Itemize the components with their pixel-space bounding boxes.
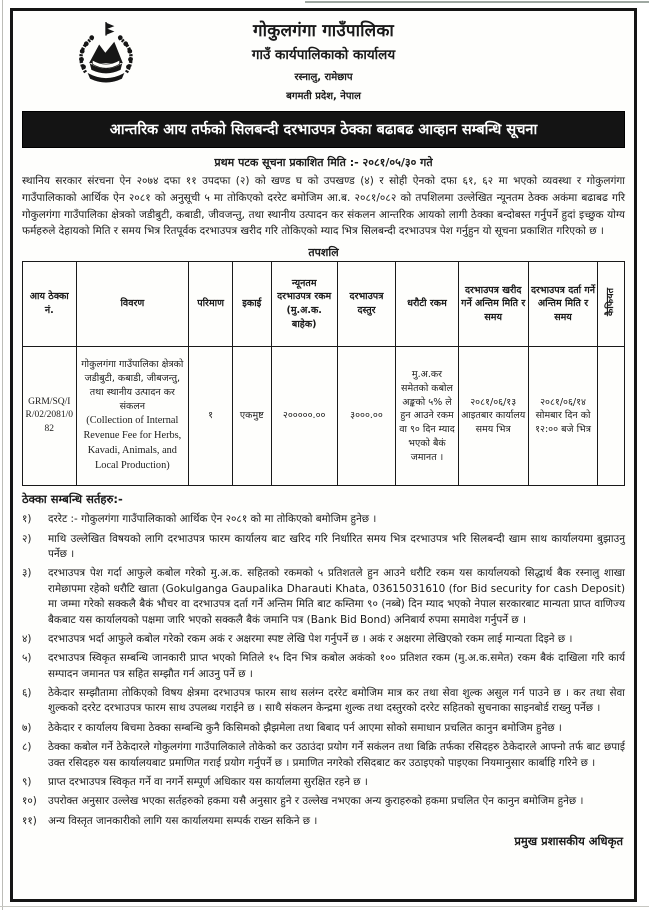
col-header-min-amount: न्यूनतम दरभाउपत्र रकम (मु.अ.क. बाहेक) (271, 262, 337, 347)
notice-title-banner: आन्तरिक आय तर्फको सिलबन्दी दरभाउपत्र ठेक्का बढाबढ आव्हान सम्बन्धि सूचना (22, 111, 625, 148)
term-number: २) (22, 532, 32, 545)
term-text: दरभाउपत्र पेश गर्दा आफुले कबोल गरेको मु.अ.क. सहितको रकमको ५ प्रतिशतले हुन आउने धरौटि रकम यस कार्यालयको सिद्धार्थ बैक रस्नालु शाखा रामेछापमा रहेको धरौटि खाता (Gokulganga Gaupalika Dharauti Khata, 03615031610 (for Bid security for cash Deposit) मा जम्मा गरेको सक्कलै बैकं भौचर वा दरभाउपत्र दर्ता गर्ने अन्तिम मिति बाट कम्तिमा ९० (नब्बे) दिन म्याद भएको नेपाल सरकारबाट मान्यता प्राप्त वाणिज्य बैकबाट यस कार्यालयको पक्षमा जारि भएको सक्कलै बैकं जमानि पत्र (Bank Bid Bond) अनिबार्य रुपमा समावेश गर्नुपर्ने छ । (48, 567, 625, 626)
term-number: १०) (22, 795, 37, 808)
scan-artifact-bottom-line (0, 906, 649, 907)
term-number: ५) (22, 652, 32, 665)
term-item (22, 814, 625, 829)
term-text: ठेकेदार सम्झौतामा तोकिएको विषय क्षेत्रमा दरभाउपत्र फारम साथ सलंग्न दररेट बमोजिम मात्र कर तथा सेवा शुल्क असुल गर्न पाउने छ । कर तथा सेवा शुल्कको दररेट दरभाउपत्र फारम साथ उपलब्ध गराईने छ । साथै संकलन केन्द्रमा शुल्क तथा दस्तुरको दररेट सहितको सुचनाका साइनबोर्ड राख्नु पर्नेछ । (48, 687, 625, 715)
term-item (22, 721, 625, 736)
scan-artifact-left-line (2, 0, 3, 910)
office-address: रस्नालु, रामेछाप (294, 72, 353, 83)
col-header-description: विवरण (76, 262, 189, 347)
office-name: गाउँ कार्यपालिकाको कार्यालय (251, 47, 396, 63)
col-header-purchase-deadline: दरभाउपत्र खरीद गर्ने अन्तिम मिति र समय (458, 262, 528, 347)
term-text: प्राप्त दरभाउपत्र स्विकृत गर्ने वा नगर्ने सम्पूर्ण अधिकार यस कार्यालमा सुरक्षित रहने छ । (48, 776, 368, 789)
term-number: १) (22, 513, 32, 526)
term-number: ३) (22, 567, 32, 580)
term-text: ठेक्का कबोल गर्ने ठेकेदारले गोकुलगंगा गाउँपालिकाले तोकेको कर उठाउंदा प्रयोग गर्ने सकंलन तथा बिक्रि तर्फका रसिदहरु ठेकेदारले आफ्नो तर्फ बाट छपाई उक्त रसिदहरु यस कार्यालयबाट प्रमाणित गराई प्रयोग गर्नुपर्ने छ । प्रमाणित नगरेको रसिदबाट कर उठाइएको पाइएका नियमानुसार कार्बाहि गरिने छ । (48, 741, 625, 769)
cell-form-fee: ३०००.०० (337, 347, 395, 486)
term-item (22, 775, 625, 790)
cell-min-amount: २०००००.०० (271, 347, 337, 486)
term-text: ठेकेदार र कार्यालय बिचमा ठेक्का सम्बन्धि कुनै किसिमको झैझमेला तथा बिबाद पर्न आएमा सोको समाधान प्रचलित कानुन बमोजिम हुनेछ । (48, 721, 562, 734)
notice-body-paragraph: स्थानिय सरकार संरचना ऐन २०७४ दफा ११ उपदफा (२) को खण्ड घ को उपखण्ड (४) र सोही ऐनको दफा ६१, ६२ मा भएको व्यवस्था र गोकुलगंगा गाउँपालिकाको आर्थिक ऐन २०८१ को अनुसूची ५ मा तोकिएको दररेट बमोजिम आ.ब. २०८१/०८२ को तपशिलमा उल्लेखित न्यूनतम ठेक्क अकंमा बढाबढ गरि गोकुलगंगा गाउँपालिका क्षेत्रको जडीबुटी, कबाडी, जीवजन्तु, तथा स्थानीय उत्पादन कर संकलन आन्तरिक आयको लागी ठेक्का बन्दोबस्त गर्नुपर्ने हुदां इच्छुक योग्य फर्महरुले देहायको मिति र समय भित्र रितपूर्वक दरभाउपत्र खरीद गरि तोकिएको म्याद भित्र सिलबन्दी दरभाउपत्र पेश गर्नुहुन यो सूचना प्रकाशित गरिएको छ । (22, 175, 625, 238)
term-number: ६) (22, 687, 32, 700)
col-header-deposit: धरौटी रकम (396, 262, 459, 347)
term-number: ११) (22, 814, 37, 827)
nepal-coat-of-arms-icon (72, 18, 140, 94)
term-number: ८) (22, 741, 32, 754)
col-header-form-fee: दरभाउपत्र दस्तुर (337, 262, 395, 347)
terms-heading: ठेक्का सम्बन्धि सर्तहरु:- (22, 492, 123, 507)
col-header-contract-no: आय ठेक्का नं. (23, 262, 77, 347)
table-row (23, 347, 625, 486)
col-header-submission-deadline: दरभाउपत्र दर्ता गर्ने अन्तिम मिति र समय (528, 262, 598, 347)
cell-deposit: मु.अ.कर समेतको कबोल अङ्कको ५% ले हुन आउने रकम वा ९० दिन म्याद भएको बैकं जमानत । (396, 347, 459, 486)
scan-artifact-top-line (305, 1, 649, 3)
cell-unit: एकमुष्ट (233, 347, 272, 486)
publication-date-line: प्रथम पटक सूचना प्रकाशित मिति :- २०८१/०५/३० गते (214, 156, 433, 169)
term-text: माथि उल्लेखित विषयको लागि दरभाउपत्र फारम कार्यालय बाट खरिद गरि निर्धारित समय भित्र दरभाउपत्र भरि सिलबन्दी खाम साथ कार्यालयमा बुझाउनु पर्नेछ । (48, 532, 625, 560)
signature-title: प्रमुख प्रशासकीय अधिकृत (514, 834, 623, 849)
cell-description (76, 347, 189, 486)
province-line: बगमती प्रदेश, नेपाल (286, 91, 361, 102)
cell-contract-no: GRM/SQ/IR/02/2081/082 (23, 347, 77, 486)
term-item (22, 566, 625, 628)
col-header-unit: इकाई (233, 262, 272, 347)
tender-details-table (22, 261, 625, 486)
col-header-remarks: कैफियत (598, 262, 625, 347)
col-header-quantity: परिमाण (189, 262, 233, 347)
term-text: उपरोक्त अनुसार उल्लेख भएका सर्तहरुको हकमा यसै अनुसार हुने र उल्लेख नभएका अन्य कुराहरुको हकमा प्रचलित ऐन कानुन बमोजिम हुनेछ । (48, 795, 584, 808)
term-text: दरभाउपत्र भर्दा आफुले कबोल गरेको रकम अकं र अक्षरमा स्पष्ट लेखि पेश गर्नुपर्ने छ । अकं र अक्षरमा लेखिएको रकम लाई मान्यता दिइने छ । (48, 632, 573, 645)
description-nepali: गोकुलगंगा गाउँपालिका क्षेत्रको जडीबुटी, कबाडी, जीबजन्तु, तथा स्थानीय उत्पादन कर संकलन (81, 359, 184, 412)
terms-list (22, 512, 625, 829)
cell-quantity: १ (189, 347, 233, 486)
cell-purchase-deadline: २०८१/०६/१३ आइतबार कार्यालय समय भित्र (458, 347, 528, 486)
letterhead (22, 16, 625, 104)
cell-submission-deadline: २०८१/०६/१४ सोमबार दिन को १२:०० बजे भित्र (528, 347, 598, 486)
cell-remarks (598, 347, 625, 486)
term-item (22, 794, 625, 809)
term-item (22, 632, 625, 647)
term-number: ४) (22, 632, 32, 645)
term-item (22, 512, 625, 527)
term-item (22, 740, 625, 771)
term-text: दरभाउपत्र स्विकृत सम्बन्धि जानकारी प्राप्त भएको मितिले १५ दिन भित्र कबोल अकंको १०० प्रतिशत रकम (मु.अ.क.समेत) रकम बैकं दाखिला गरि कार्य सम्पादन जमानत पत्र सहित सम्झौत गर्न आउनु पर्ने छ । (48, 652, 625, 680)
term-number: ९) (22, 776, 32, 789)
term-text: अन्य विस्तृत जानकारीको लागि यस कार्यालयमा सम्पर्क राख्न सकिने छ । (48, 814, 318, 827)
description-english: (Collection of Internal Revenue Fee for Herbs, Kavadi, Animals, and Local Production) (83, 415, 182, 472)
term-item (22, 651, 625, 682)
term-text: दररेट :- गोकुलगंगा गाउँपालिकाको आर्थिक ऐन २०८१ को मा तोकिएको बमोजिम हुनेछ । (48, 513, 377, 526)
municipality-name: गोकुलगंगा गाउँपालिका (253, 21, 394, 41)
table-title: तपशलि (308, 246, 339, 260)
document-frame (10, 8, 637, 902)
term-number: ७) (22, 721, 32, 734)
term-item (22, 532, 625, 563)
term-item (22, 686, 625, 717)
table-header-row (23, 262, 625, 347)
